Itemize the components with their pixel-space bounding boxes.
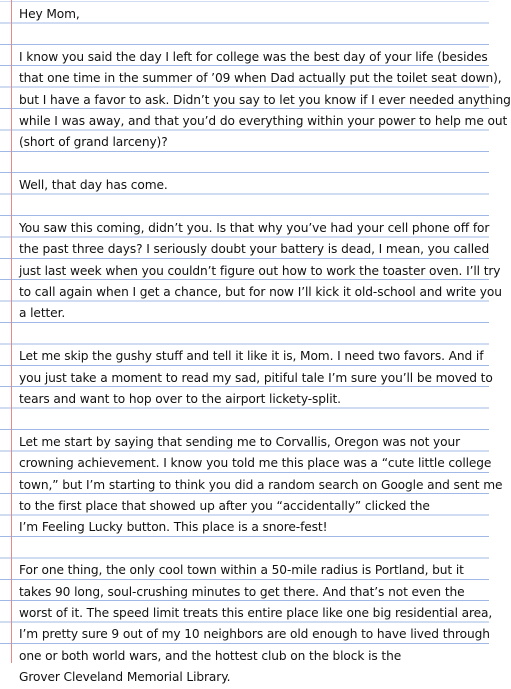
letter-line	[19, 154, 485, 175]
letter-line: tears and want to hop over to the airport lickety-split.	[19, 392, 341, 407]
letter-line: worst of it. The speed limit treats this entire place like one big residential area,	[19, 605, 493, 620]
letter-line: to the first place that showed up after you “accidentally” clicked the	[19, 498, 430, 513]
letter-line: Let me skip the gushy stuff and tell it like it is, Mom. I need two favors. And if	[19, 349, 484, 364]
letter-line: I know you said the day I left for college was the best day of your life (besides	[19, 49, 488, 64]
letter-line: the past three days? I seriously doubt your battery is dead, I mean, you called	[19, 242, 490, 257]
letter-line: For one thing, the only cool town within a 50-mile radius is Portland, but it	[19, 563, 464, 578]
letter-line: You saw this coming, didn’t you. Is that why you’ve had your cell phone off for	[19, 220, 490, 235]
letter-line	[19, 325, 485, 346]
letter-line: I’m Feeling Lucky button. This place is a snore-fest!	[19, 520, 328, 535]
letter-line: that one time in the summer of ’09 when Dad actually put the toilet seat down),	[19, 71, 502, 86]
letter-body	[19, 4, 511, 689]
margin-line	[11, 0, 12, 663]
letter-line: one or both world wars, and the hottest club on the block is the	[19, 648, 402, 663]
letter-line: a letter.	[19, 306, 66, 321]
letter-line: town,” but I’m starting to think you did a random search on Google and sent me	[19, 477, 503, 492]
letter-line: Let me start by saying that sending me to Corvallis, Oregon was not your	[19, 434, 461, 449]
letter-line	[19, 25, 485, 46]
letter-line	[19, 410, 485, 431]
letter-line: Grover Cleveland Memorial Library.	[19, 670, 231, 685]
letter-line: crowning achievement. I know you told me this place was a “cute little college	[19, 456, 492, 471]
letter-line	[19, 197, 485, 218]
letter-line: but I have a favor to ask. Didn’t you say to let you know if I ever needed anything	[19, 92, 511, 107]
letter-line: takes 90 long, soul-crushing minutes to get there. And that’s not even the	[19, 584, 465, 599]
letter-line: while I was away, and that you’d do everything within your power to help me out	[19, 113, 508, 128]
letter-line: Well, that day has come.	[19, 178, 168, 193]
letter-line: just last week when you couldn’t figure out how to work the toaster oven. I’ll try	[19, 263, 501, 278]
letter-line: I’m pretty sure 9 out of my 10 neighbors are old enough to have lived through	[19, 627, 490, 642]
letter-line: you just take a moment to read my sad, pitiful tale I’m sure you’ll be moved to	[19, 370, 493, 385]
letter-line: (short of grand larceny)?	[19, 135, 168, 150]
letter-line: to call again when I get a chance, but for now I’ll kick it old-school and write you	[19, 285, 502, 300]
letter-line	[19, 539, 485, 560]
letter-line: Hey Mom,	[19, 7, 80, 21]
